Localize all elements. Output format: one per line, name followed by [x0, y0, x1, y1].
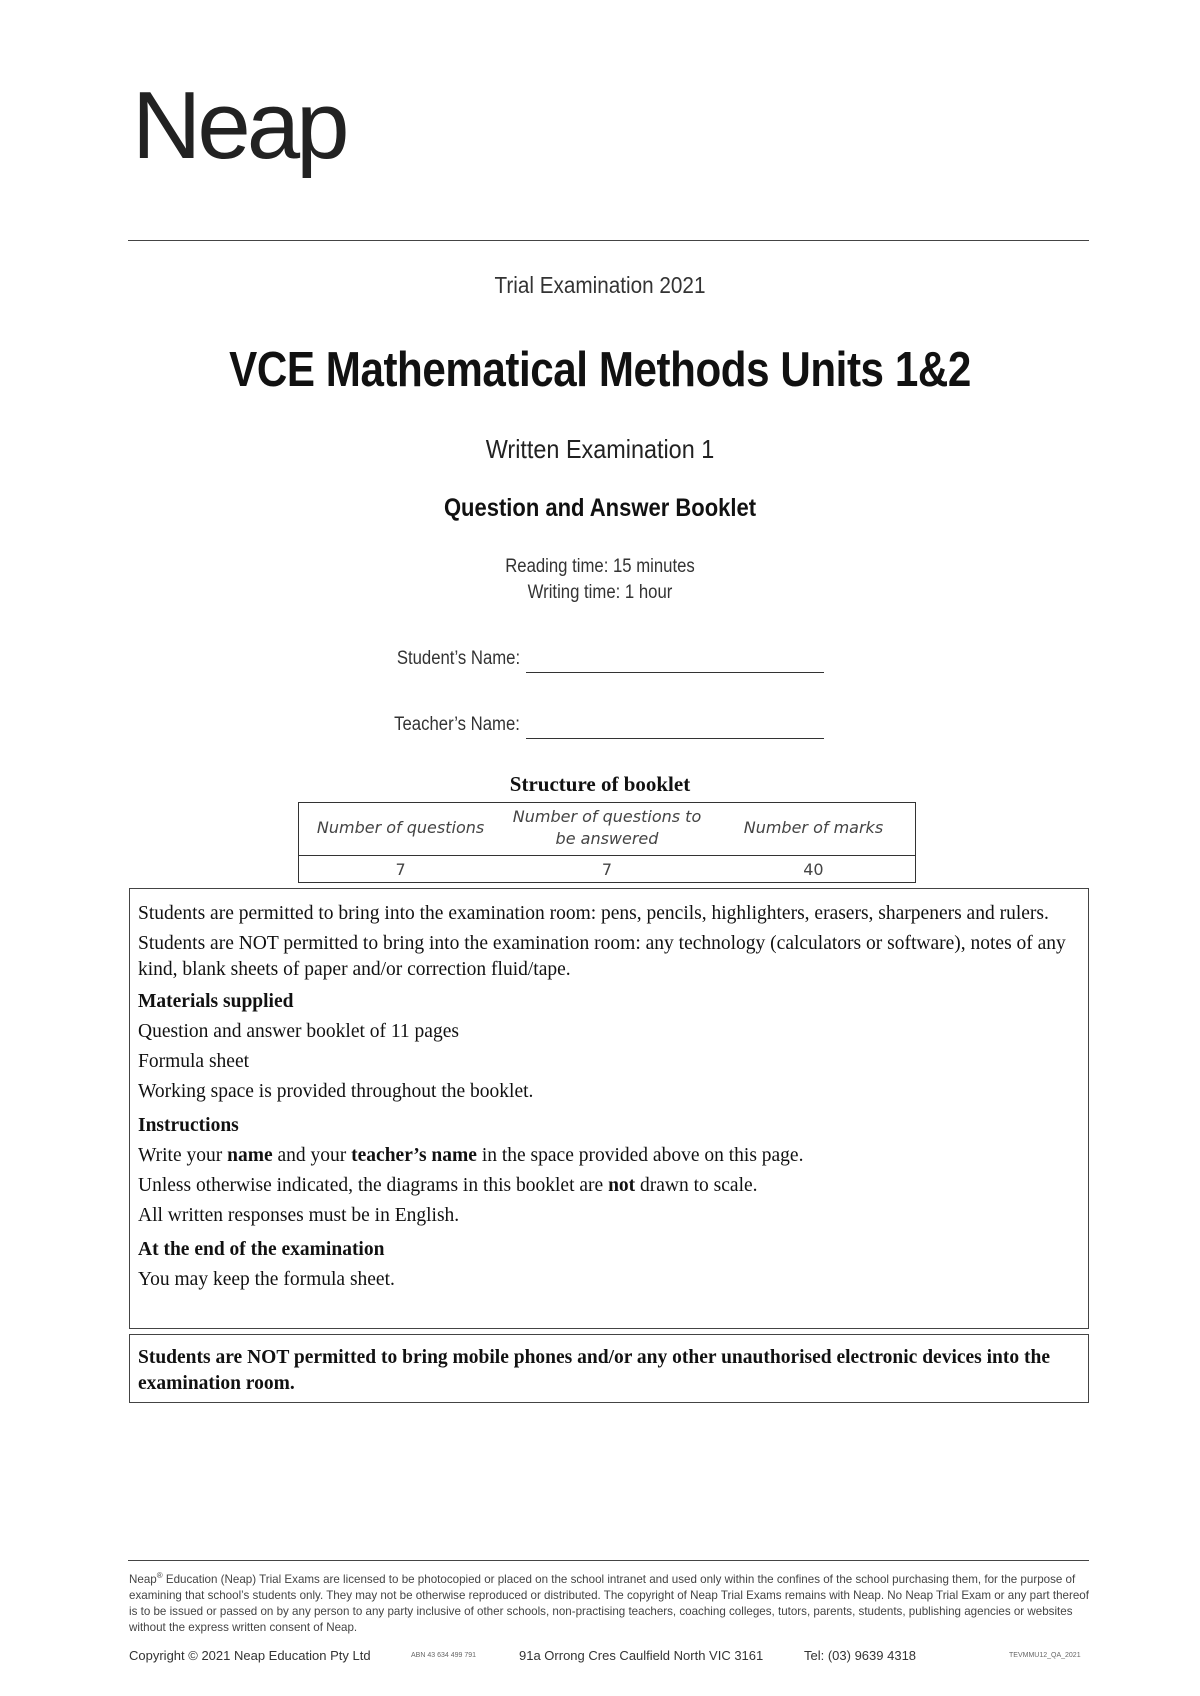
english-instruction: All written responses must be in English. [138, 1205, 460, 1226]
text-segment: and your [272, 1145, 352, 1166]
licence-text: Education (Neap) Trial Exams are licensed to be photocopied or placed on the school intranet and used only within the confines of the school purchasing them, for the purpose of examining that school’s students only. They may not be otherwise reproduced or distributed. The copyright of Neap Trial Exams remains with Neap. No Neap Trial Exam or any part thereof is to be issued or passed on by any person to any party inclusive of other schools, non-practising teachers, coaching colleges, tutors, parents, students, publishing agencies or websites without the express written consent of Neap. [129, 1572, 1089, 1634]
product-code: TEVMMU12_QA_2021 [1009, 1652, 1081, 1659]
text-segment: Write your [138, 1145, 228, 1166]
bold-segment: name [227, 1145, 273, 1166]
reading-time: Reading time: 15 minutes [505, 556, 695, 577]
value-marks: 40 [803, 859, 824, 879]
col-header-marks: Number of marks [712, 803, 916, 856]
teacher-name-field[interactable] [526, 738, 824, 739]
structure-value-row [299, 856, 916, 883]
material-item: Question and answer booklet of 11 pages [138, 1021, 459, 1042]
text-segment: in the space provided above on this page. [476, 1145, 804, 1166]
bold-segment: teacher’s name [351, 1145, 477, 1166]
instructions-heading: Instructions [138, 1115, 239, 1136]
materials-heading: Materials supplied [138, 991, 294, 1012]
abn-text: ABN 43 634 499 791 [411, 1652, 476, 1659]
licence-notice [129, 1568, 1089, 1636]
teacher-name-label-wrap [300, 714, 520, 738]
material-item: Working space is provided throughout the booklet. [138, 1081, 534, 1102]
neap-logo: Neap [132, 72, 346, 179]
phone-text: Tel: (03) 9639 4318 [804, 1648, 917, 1663]
registered-mark: ® [156, 1571, 163, 1580]
diagrams-instruction [138, 1171, 1080, 1201]
student-name-label-wrap [300, 648, 520, 672]
structure-title: Structure of booklet [509, 772, 691, 796]
copyright-text: Copyright © 2021 Neap Education Pty Ltd [129, 1648, 371, 1663]
text-segment: drawn to scale. [635, 1175, 758, 1196]
writing-time: Writing time: 1 hour [527, 582, 673, 603]
booklet-label: Question and Answer Booklet [443, 494, 757, 522]
text-segment: Unless otherwise indicated, the diagrams in this booklet are [138, 1175, 609, 1196]
end-text: You may keep the formula sheet. [138, 1269, 395, 1290]
footer-rule [128, 1560, 1089, 1561]
bold-segment: not [608, 1175, 636, 1196]
value-questions: 7 [395, 859, 406, 879]
student-name-field[interactable] [526, 672, 824, 673]
material-item: Formula sheet [138, 1051, 250, 1072]
col-header-questions: Number of questions [299, 803, 503, 856]
value-to-answer: 7 [601, 859, 613, 879]
structure-table [298, 802, 916, 883]
mobile-phone-warning: Students are NOT permitted to bring mobile phones and/or any other unauthorised electronic devices into the examination room. [129, 1334, 1089, 1403]
page-title: VCE Mathematical Methods Units 1&2 [229, 343, 971, 397]
end-heading: At the end of the examination [138, 1239, 385, 1260]
exam-subtitle: Written Examination 1 [485, 434, 715, 464]
teacher-name-label: Teacher’s Name: [394, 714, 520, 735]
header-rule [128, 240, 1089, 241]
address-text: 91a Orrong Cres Caulfield North VIC 3161 [519, 1648, 764, 1663]
trial-label: Trial Examination 2021 [494, 272, 706, 298]
not-permitted-items-text: Students are NOT permitted to bring into the examination room: any technology (calculators or software), notes of any kind, blank sheets of paper and/or correction fluid/tape. [138, 933, 1066, 980]
write-name-instruction [138, 1141, 1080, 1171]
footer-brand: Neap [129, 1572, 157, 1586]
permitted-items-text: Students are permitted to bring into the examination room: pens, pencils, highlighters, erasers, sharpeners and rulers. [138, 903, 1049, 924]
structure-header-row [299, 803, 916, 856]
col-header-to-answer: Number of questions to be answered [502, 803, 712, 856]
student-name-label: Student’s Name: [396, 648, 520, 669]
instructions-box [129, 888, 1089, 1329]
